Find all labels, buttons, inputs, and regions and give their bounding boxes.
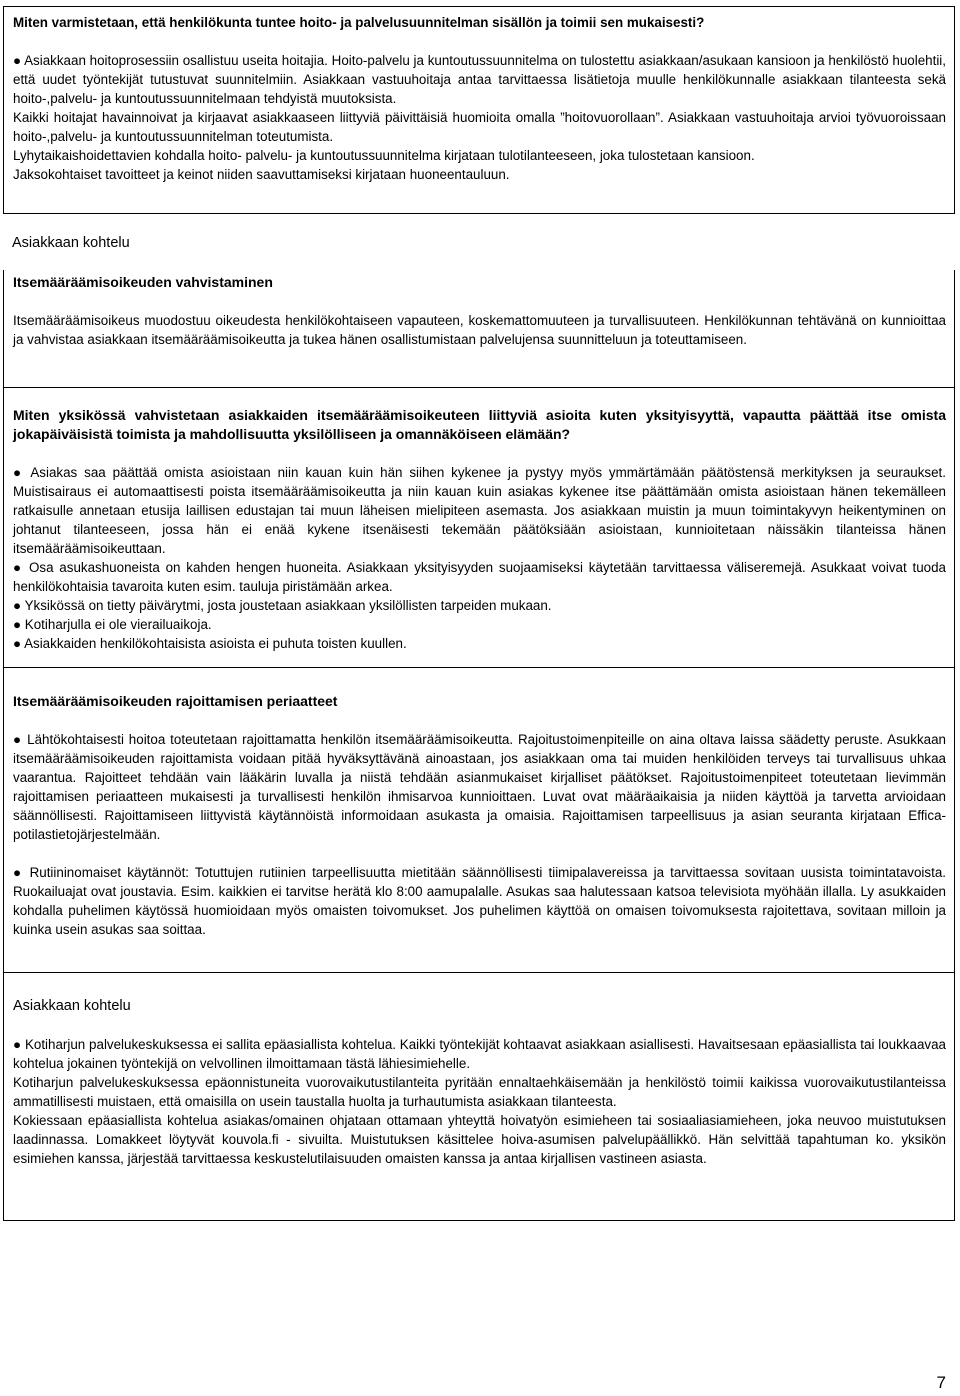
list-item: ● Osa asukashuoneista on kahden hengen huoneita. Asiakkaan yksityisyyden suojaamiseksi käytetään tarvittaessa väliseremejä. Asukkaat voivat tuoda henkilökohtaisia tavaroita kuten esim. tauluja piristämään arkea.: [13, 560, 946, 594]
list-item: ● Kotiharjulla ei ole vierailuaikoja.: [13, 617, 212, 632]
paragraph: Kotiharjun palvelukeskuksessa epäonnistuneita vuorovaikutustilanteita pyritään ennaltaehkäisemään ja henkilöstö toimii kaikissa vuorovaikutustilanteissa ammatillisesti muistaen, että omaisilla on usein taustalla huolta ja turhautumista asiakkaan tilanteesta.: [13, 1075, 946, 1109]
paragraph: Kokiessaan epäasiallista kohtelua asiakas/omainen ohjataan ottamaan yhteyttä hoivatyön esimieheen tai sosiaaliasiamieheen, joka neuvoo muistutuksen laadinnassa. Lomakkeet löytyvät kouvola.fi - sivuilta. Muistutuksen käsittelee hoiva-asumisen palvelupäällikkö. Hän selvittää tapahtuman ko. yksikön esimiehen kanssa, järjestää tarvittaessa keskustelutilaisuuden omaisten kanssa ja antaa kirjallisen vastineen asiasta.: [13, 1113, 946, 1166]
paragraph: ● Lähtökohtaisesti hoitoa toteutetaan rajoittamatta henkilön itsemääräämisoikeutta. Rajoitustoimenpiteille on aina oltava laissa säädetty peruste. Asukkaan itsemääräämisoikeuden rajoittamista voidaan pitää hyväksyttävänä ainoastaan, jos asiakkaan oma tai muiden henkilöiden terveys tai turvallisuus uhkaa vaarantua. Rajoitteet tehdään vain lääkärin luvalla ja niistä tehdään asianmukaiset kirjalliset päätökset. Rajoitustoimenpiteet toteutetaan lievimmän rajoittamisen periaatteen mukaisesti ja turvallisesti henkilön ihmisarvoa kunnioittaen. Luvat ovat määräaikaisia ja niiden käyttöä ja tarvetta arvioidaan säännöllisesti. Rajoittamiseen liittyvistä käytännöistä informoidaan asukasta ja omaisia. Rajoittamisen tarpeellisuus ja asian seuranta kirjataan Effica-potilastietojärjestelmään.: [13, 732, 946, 842]
kohtelu-box: [3, 972, 955, 1221]
paragraph: Kaikki hoitajat havainnoivat ja kirjaavat asiakkaaseen liittyviä päivittäisiä huomioita omalla ”hoitovuorollaan”. Asiakkaan vastuuhoitaja arvioi työvuoroissaan hoito-,palvelu- ja kuntoutussuunnitelman toteutumista.: [13, 110, 946, 144]
paragraph: Jaksokohtaiset tavoitteet ja keinot niiden saavuttamiseksi kirjataan huoneentauluun.: [13, 167, 510, 182]
paragraph: ● Kotiharjun palvelukeskuksessa ei sallita epäasiallista kohtelua. Kaikki työntekijät kohtaavat asiakkaan asiallisesti. Havaitsesaan epäasiallista tai loukkaavaa kohtelua jokainen työntekijä on velvollinen ilmoittamaan tästä lähiesimiehelle.: [13, 1037, 946, 1071]
section-heading: Asiakkaan kohtelu: [12, 235, 130, 251]
list-item: ● Asiakas saa päättää omista asioistaan niin kauan kuin hän siihen kykenee ja pystyy myös ymmärtämään päätöstensä merkityksen ja seuraukset. Muistisairaus ei automaattisesti poista itsemääräämisoikeutta ja niin kauan kuin asiakas kykenee itse päättämään omista asioistaan hänen tekemälleen ratkaisulle annetaan etusija laillisen edustajan tai muun läheisen mielipiteen asemasta. Jos asiakkaan muistin ja muun toimintakyvyn heikentyminen on johtanut tilanteeseen, jossa hän ei enää kykene itsenäisesti tekemään päätöksiään asioistaan, kunnioitetaan näissäkin tilanteissa hänen itsemääräämisoikeuttaan.: [13, 465, 946, 556]
paragraph: Lyhytaikaishoidettavien kohdalla hoito- palvelu- ja kuntoutussuunnitelma kirjataan tulotilanteeseen, joka tulostetaan kansioon.: [13, 148, 755, 163]
question-heading: Miten varmistetaan, että henkilökunta tuntee hoito- ja palvelusuunnitelman sisällön ja toimii sen mukaisesti?: [13, 15, 705, 30]
list-item: ● Asiakkaiden henkilökohtaisista asioista ei puhuta toisten kuullen.: [13, 636, 407, 651]
page-number: 7: [936, 1373, 946, 1392]
itsemaaraamisoikeus-box: [3, 270, 955, 388]
paragraph: ● Rutiininomaiset käytännöt: Totuttujen rutiinien tarpeellisuutta mietitään säännöllisesti tiimipalavereissa ja tarvittaessa sovitaan uusista toimintatavoista. Ruokailuajat ovat joustavia. Esim. kaikkien ei tarvitse herätä klo 8:00 aamupalalle. Asukas saa halutessaan katsoa televisiota myöhään illalla. Ly asukkaiden kohdalla puhelimen käytössä huomioidaan myös omaisten toivomukset. Jos puhelimen käyttöä on omaisen toivomuksesta rajoitettava, sovitaan milloin ja kuinka usein asukas saa soittaa.: [13, 865, 946, 937]
yksityisyys-box: [3, 387, 955, 668]
question-heading: Miten yksikössä vahvistetaan asiakkaiden itsemääräämisoikeuteen liittyviä asioita kuten yksityisyyttä, vapautta päättää itse omista jokapäiväisistä toimista ja mahdollisuutta yksilölliseen ja omannäköiseen elämään?: [13, 407, 946, 442]
paragraph: ● Asiakkaan hoitoprosessiin osallistuu useita hoitajia. Hoito-palvelu ja kuntoutussuunnitelma on tulostettu asiakkaan/asukaan kansioon ja henkilöstö huolehtii, että uudet työntekijät tutustuvat suunnitelmiin. Asiakkaan vastuuhoitaja antaa tarvittaessa lisätietoja muulle henkilökunnalle asiakkaan tilanteesta sekä hoito-,palvelu- ja kuntoutussuunnitelmaan tehdyistä muutoksista.: [13, 53, 946, 106]
hoitosuunnitelma-box: [3, 6, 955, 214]
section-heading: Itsemääräämisoikeuden rajoittamisen periaatteet: [13, 693, 338, 709]
section-heading: Asiakkaan kohtelu: [13, 998, 131, 1014]
paragraph: Itsemääräämisoikeus muodostuu oikeudesta henkilökohtaiseen vapauteen, koskemattomuuteen ja turvallisuuteen. Henkilökunnan tehtävänä on kunnioittaa ja vahvistaa asiakkaan itsemääräämisoikeutta ja tukea hänen osallistumistaan palvelujensa suunnitteluun ja toteuttamiseen.: [13, 313, 946, 347]
section-heading: Itsemääräämisoikeuden vahvistaminen: [13, 274, 273, 290]
list-item: ● Yksikössä on tietty päivärytmi, josta joustetaan asiakkaan yksilöllisten tarpeiden mukaan.: [13, 598, 552, 613]
rajoittaminen-box: [3, 667, 955, 973]
